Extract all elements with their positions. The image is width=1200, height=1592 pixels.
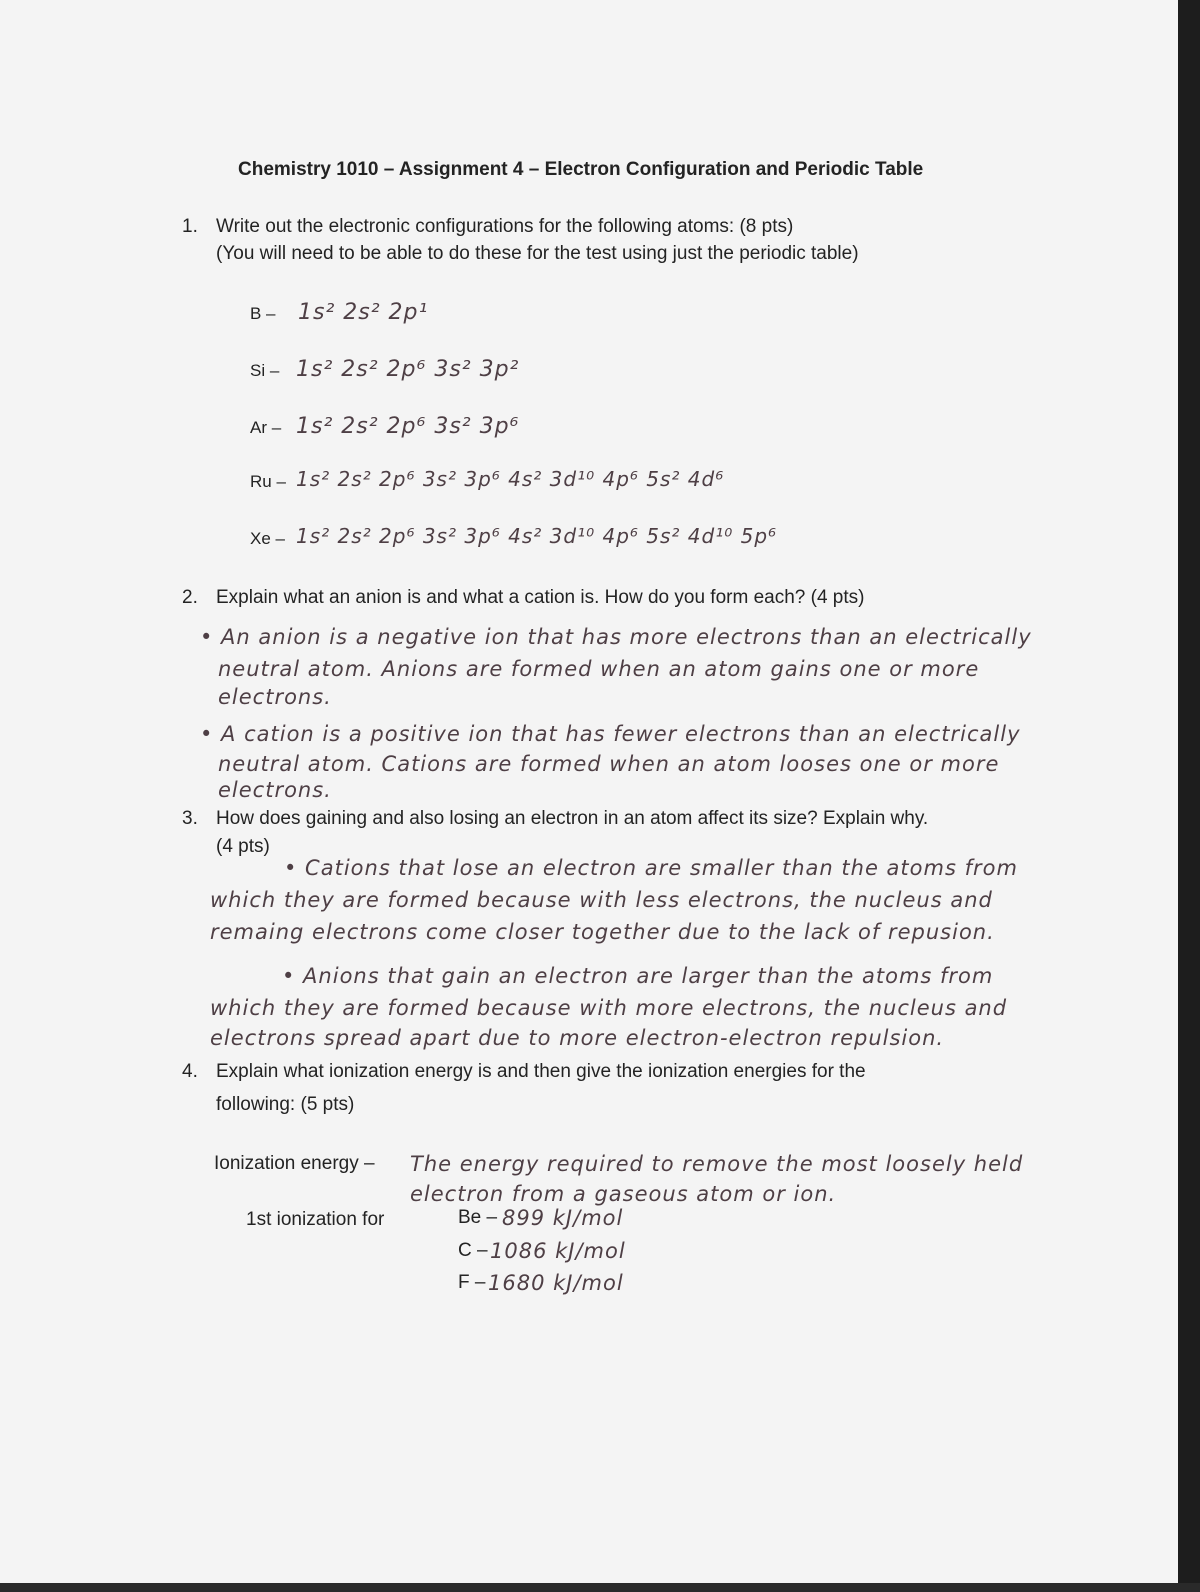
config-answer-si: 1s² 2s² 2p⁶ 3s² 3p² — [296, 357, 520, 382]
config-answer-ar: 1s² 2s² 2p⁶ 3s² 3p⁶ — [296, 414, 520, 439]
q3-cation-line3: remaing electrons come closer together due to the lack of repusion. — [210, 920, 995, 944]
ionization-energy-label: Ionization energy – — [214, 1153, 375, 1174]
q4-text-line2: following: (5 pts) — [216, 1094, 355, 1115]
config-label-ru: Ru – — [250, 472, 286, 491]
config-answer-ru: 1s² 2s² 2p⁶ 3s² 3p⁶ 4s² 3d¹⁰ 4p⁶ 5s² 4d⁶ — [296, 467, 725, 491]
q4-text-line1: Explain what ionization energy is and then give the ionization energies for the — [216, 1061, 866, 1082]
q3-cation-line1: • Cations that lose an electron are smaller than the atoms from — [284, 856, 1018, 880]
q1-text-line2: (You will need to be able to do these for the test using just the periodic table) — [216, 243, 859, 264]
first-ionization-label — [246, 1209, 384, 1231]
config-label-xe: Xe – — [250, 529, 285, 548]
ie-definition-line2: electron from a gaseous atom or ion. — [410, 1182, 837, 1206]
q2-cation-line2: neutral atom. Cations are formed when an atom looses one or more — [218, 752, 1000, 776]
scan-edge-bottom — [0, 1583, 1200, 1592]
config-label-si: Si – — [250, 361, 280, 380]
q2-cation-line1: • A cation is a positive ion that has fewer electrons than an electrically — [200, 722, 1021, 746]
q4-number: 4. — [182, 1061, 198, 1082]
scan-edge-right — [1178, 0, 1200, 1592]
q3-text-line1: How does gaining and also losing an electron in an atom affect its size? Explain why. — [216, 808, 929, 829]
config-label-b: B – — [250, 304, 276, 323]
element-label-f: F – — [458, 1272, 486, 1293]
q2-cation-line3: electrons. — [218, 778, 332, 802]
q3-text-line2: (4 pts) — [216, 836, 270, 857]
config-answer-xe: 1s² 2s² 2p⁶ 3s² 3p⁶ 4s² 3d¹⁰ 4p⁶ 5s² 4d¹⁰ 5p⁶ — [296, 524, 778, 548]
q1-text-line1: Write out the electronic configurations for the following atoms: (8 pts) — [216, 216, 794, 237]
page-title: Chemistry 1010 – Assignment 4 – Electron Configuration and Periodic Table — [238, 159, 924, 180]
element-value-c: 1086 kJ/mol — [490, 1239, 626, 1263]
config-answer-b: 1s² 2s² 2p¹ — [298, 300, 429, 325]
q2-anion-line3: electrons. — [218, 685, 332, 709]
q3-anion-line2: which they are formed because with more electrons, the nucleus and — [210, 996, 1008, 1020]
element-value-f: 1680 kJ/mol — [488, 1271, 624, 1295]
element-label-be: Be – — [458, 1207, 498, 1228]
ie-definition-line1: The energy required to remove the most loosely held — [410, 1152, 1024, 1176]
config-label-ar: Ar – — [250, 418, 282, 437]
q3-number: 3. — [182, 808, 198, 829]
element-value-be: 899 kJ/mol — [502, 1206, 624, 1230]
q1-number: 1. — [182, 216, 198, 237]
q2-anion-line2: neutral atom. Anions are formed when an atom gains one or more — [218, 657, 980, 681]
element-label-c: C – — [458, 1240, 488, 1261]
q2-number: 2. — [182, 587, 198, 608]
q3-cation-line2: which they are formed because with less electrons, the nucleus and — [210, 888, 993, 912]
q2-text: Explain what an anion is and what a cation is. How do you form each? (4 pts) — [216, 587, 865, 608]
first-ionization-text: 1st ionization for — [246, 1209, 385, 1230]
q3-anion-line3: electrons spread apart due to more electron-electron repulsion. — [210, 1026, 945, 1050]
q2-anion-line1: • An anion is a negative ion that has more electrons than an electrically — [200, 625, 1032, 649]
q3-anion-line1: • Anions that gain an electron are larger than the atoms from — [282, 964, 994, 988]
